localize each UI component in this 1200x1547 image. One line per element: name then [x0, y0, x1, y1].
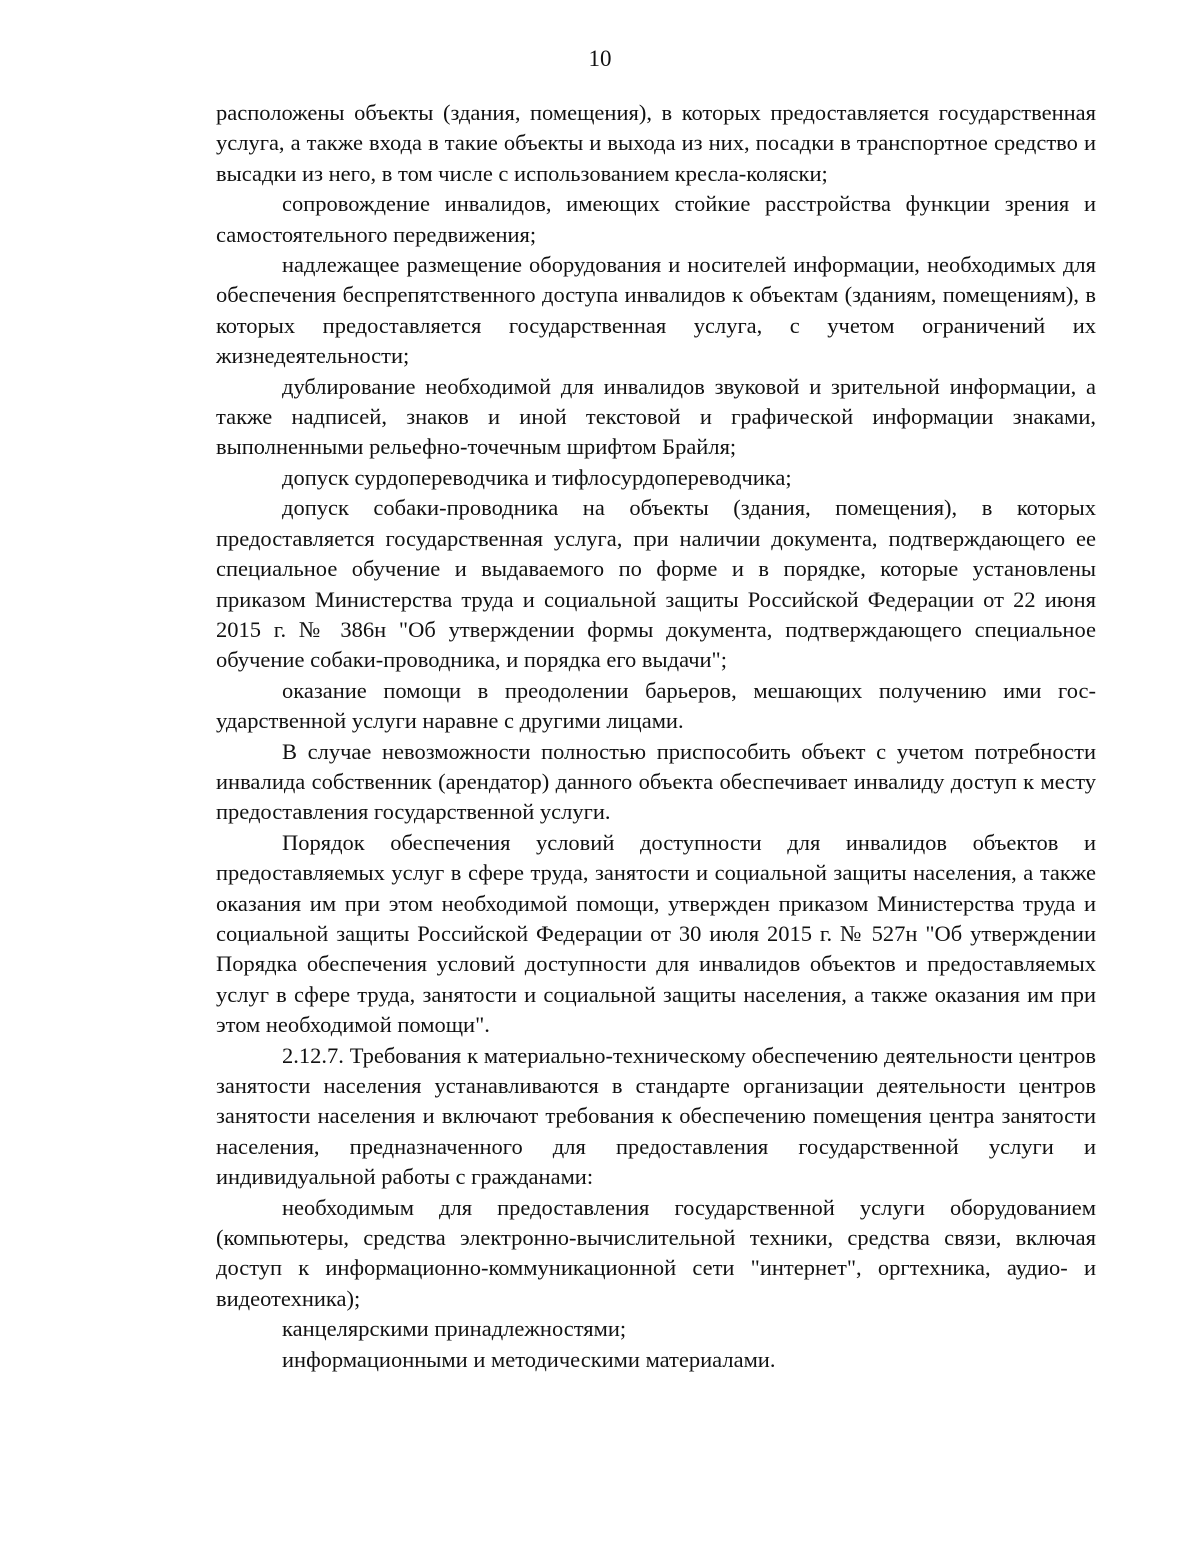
paragraph: надлежащее размещение оборудования и носителей информации, необходимых для обеспечения беспрепятственного доступа инвалидов к объектам (зданиям, помещениям), в которых предоставляется государственная услуга, с учетом ограничений их жизнедеятельности;: [216, 252, 1096, 369]
paragraph: Порядок обеспечения условий доступности для инвалидов объектов и предоставляемых услуг в сфере труда, занятости и социальной защиты населения, а также оказания им при этом необходимой помощи, утвержден приказом Министерства труда и социальной защиты Российской Федерации от 30 июля 2015 г. № 527н "Об утверждении Порядка обеспечения условий доступности для инвалидов объектов и предоставляемых услуг в сфере труда, занятости и социальной защиты населения, а также оказания им при этом необходимой помощи".: [216, 829, 1096, 1038]
paragraph: необходимым для предоставления государственной услуги оборудованием (компьютеры, средства электронно-вычислительной техники, средства связи, включая доступ к информационно-коммуникационной сети "интернет", оргтехника, аудио- и видеотехника);: [216, 1194, 1096, 1311]
paragraph-section-2-12-7: 2.12.7. Требования к материально-техническому обеспечению деятельности центров занятости населения устанавливаются в стандарте организации деятельности центров занятости населения и включают требования к обеспечению помещения центра занятости населения, предназначенного для предоставления государственной услуги и индивидуальной работы с гражданами:: [216, 1042, 1096, 1190]
paragraph: информационными и методическими материалами.: [282, 1346, 776, 1372]
paragraph: допуск собаки-проводника на объекты (здания, помещения), в которых предоставляется государственная услуга, при наличии документа, подтверждающего ее специальное обучение и выдаваемого по форме и в порядке, которые установлены приказом Министерства труда и социальной защиты Российской Федерации от 22 июня 2015 г. № 386н "Об утверждении формы документа, подтверждающего специальное обучение собаки-проводника, и порядка его выдачи";: [216, 495, 1096, 673]
paragraph: сопровождение инвалидов, имеющих стойкие расстройства функции зрения и самостоятельного передвижения;: [216, 191, 1096, 247]
paragraph: дублирование необходимой для инвалидов звуковой и зрительной информации, а также надписей, знаков и иной текстовой и графической информации знаками, выполненными рельефно-точечным шрифтом Брайля;: [216, 373, 1096, 460]
page-number: 10: [588, 46, 612, 71]
paragraph: допуск сурдопереводчика и тифлосурдопереводчика;: [282, 464, 792, 490]
paragraph: В случае невозможности полностью приспособить объект с учетом потребности инвалида собственник (арендатор) данного объекта обеспечивает инвалиду доступ к месту предоставления государственной услуги.: [216, 738, 1096, 825]
paragraph: канцелярскими принадлежностями;: [282, 1316, 627, 1342]
document-body: [216, 98, 1096, 1375]
paragraph: оказание помощи в преодолении барьеров, мешающих получению ими государственной услуги наравне с другими лицами.: [216, 677, 1096, 734]
paragraph-continuation: расположены объекты (здания, помещения), в которых предоставляется государственная услуга, а также входа в такие объекты и выхода из них, посадки в транспортное средство и высадки из него, в том числе с использованием кресла-коляски;: [216, 100, 1096, 186]
